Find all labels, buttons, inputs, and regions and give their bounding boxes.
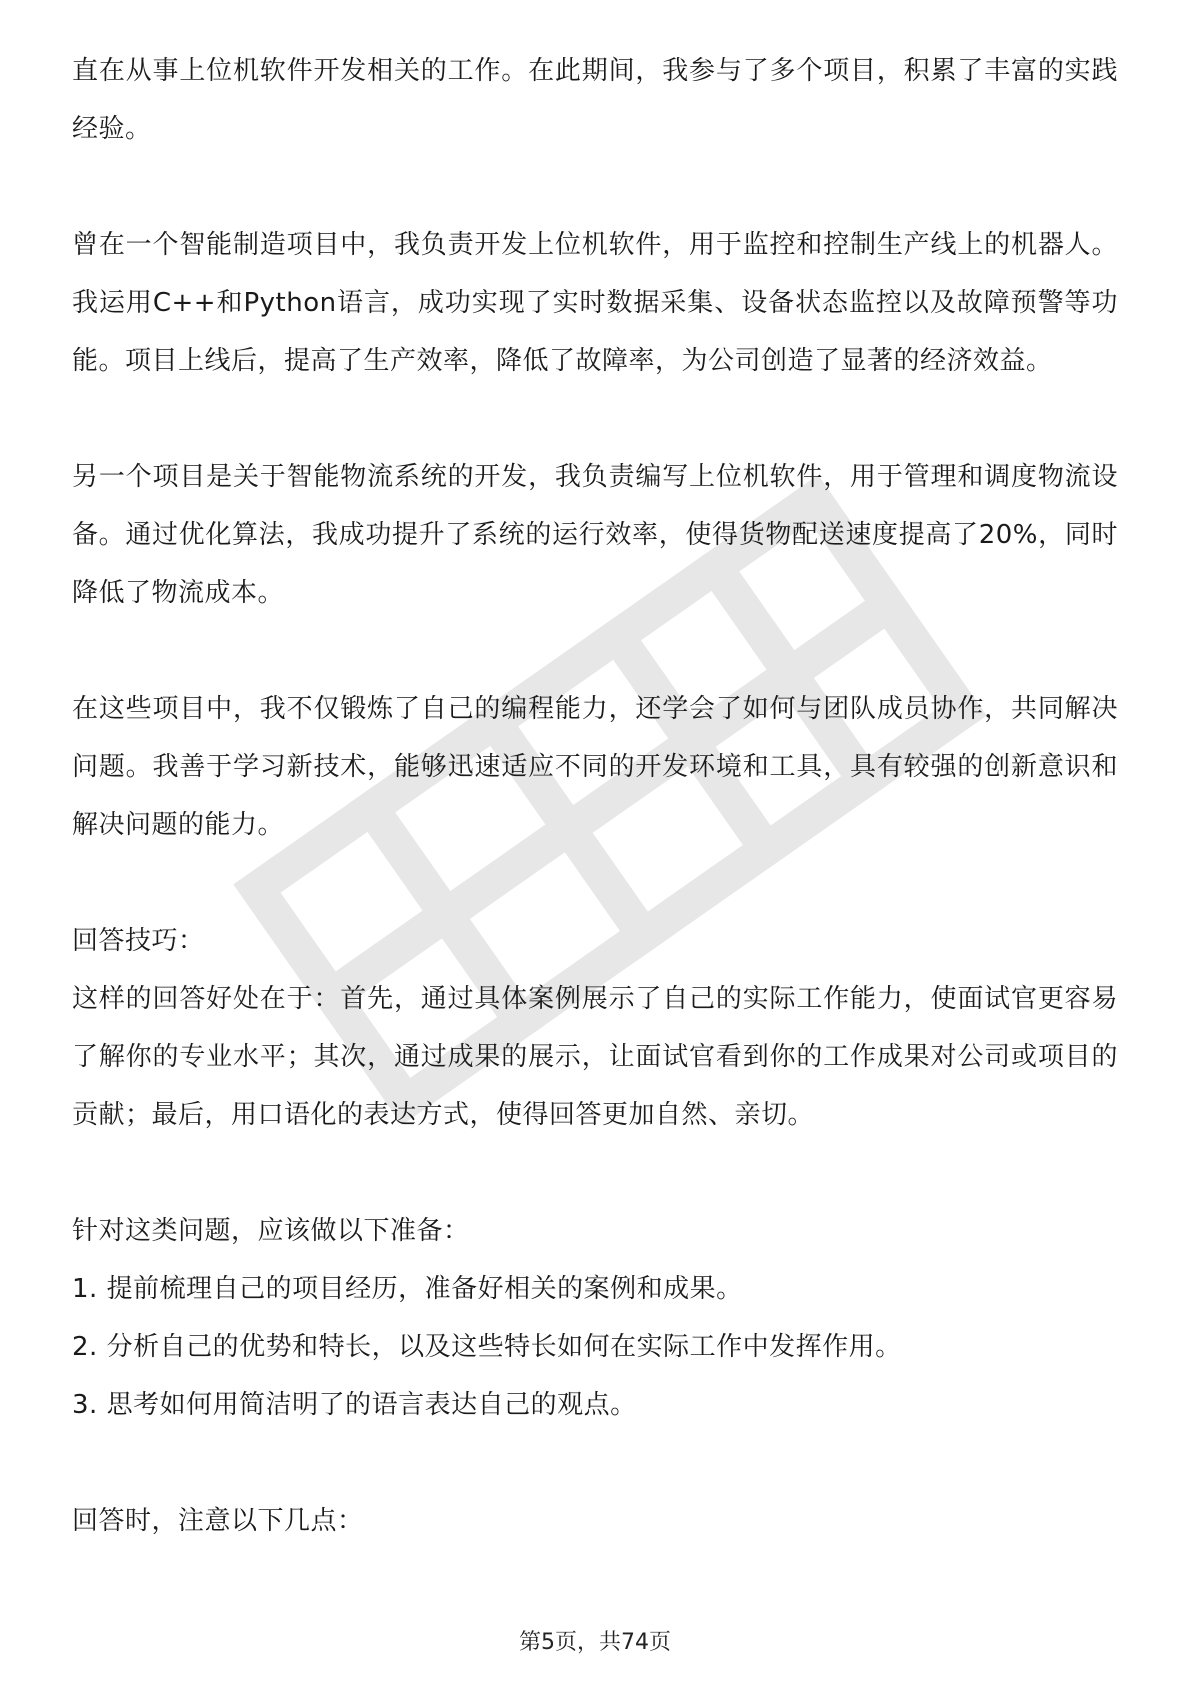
prep-heading: 针对这类问题，应该做以下准备： — [72, 1216, 470, 1246]
document-body — [72, 42, 1118, 1550]
page-number: 第5页，共74页 — [519, 1630, 671, 1655]
prep-item-3: 3. 思考如何用简洁明了的语言表达自己的观点。 — [72, 1390, 637, 1420]
prep-item-2: 2. 分析自己的优势和特长，以及这些特长如何在实际工作中发挥作用。 — [72, 1332, 902, 1362]
paragraph-smart-manufacturing: 曾在一个智能制造项目中，我负责开发上位机软件，用于监控和控制生产线上的机器人。我运用C++和Python语言，成功实现了实时数据采集、设备状态监控以及故障预警等功能。项目上线后，提高了生产效率，降低了故障率，为公司创造了显著的经济效益。 — [72, 230, 1118, 376]
tips-heading: 回答技巧： — [72, 926, 205, 956]
paragraph-smart-logistics: 另一个项目是关于智能物流系统的开发，我负责编写上位机软件，用于管理和调度物流设备。通过优化算法，我成功提升了系统的运行效率，使得货物配送速度提高了20%，同时降低了物流成本。 — [72, 462, 1118, 608]
notes-heading: 回答时，注意以下几点： — [72, 1506, 364, 1536]
prep-item-1: 1. 提前梳理自己的项目经历，准备好相关的案例和成果。 — [72, 1274, 743, 1304]
tips-body: 这样的回答好处在于：首先，通过具体案例展示了自己的实际工作能力，使面试官更容易了解你的专业水平；其次，通过成果的展示，让面试官看到你的工作成果对公司或项目的贡献；最后，用口语化的表达方式，使得回答更加自然、亲切。 — [72, 984, 1118, 1130]
paragraph-intro: 直在从事上位机软件开发相关的工作。在此期间，我参与了多个项目，积累了丰富的实践经验。 — [72, 56, 1118, 144]
paragraph-skills: 在这些项目中，我不仅锻炼了自己的编程能力，还学会了如何与团队成员协作，共同解决问题。我善于学习新技术，能够迅速适应不同的开发环境和工具，具有较强的创新意识和解决问题的能力。 — [72, 694, 1118, 840]
